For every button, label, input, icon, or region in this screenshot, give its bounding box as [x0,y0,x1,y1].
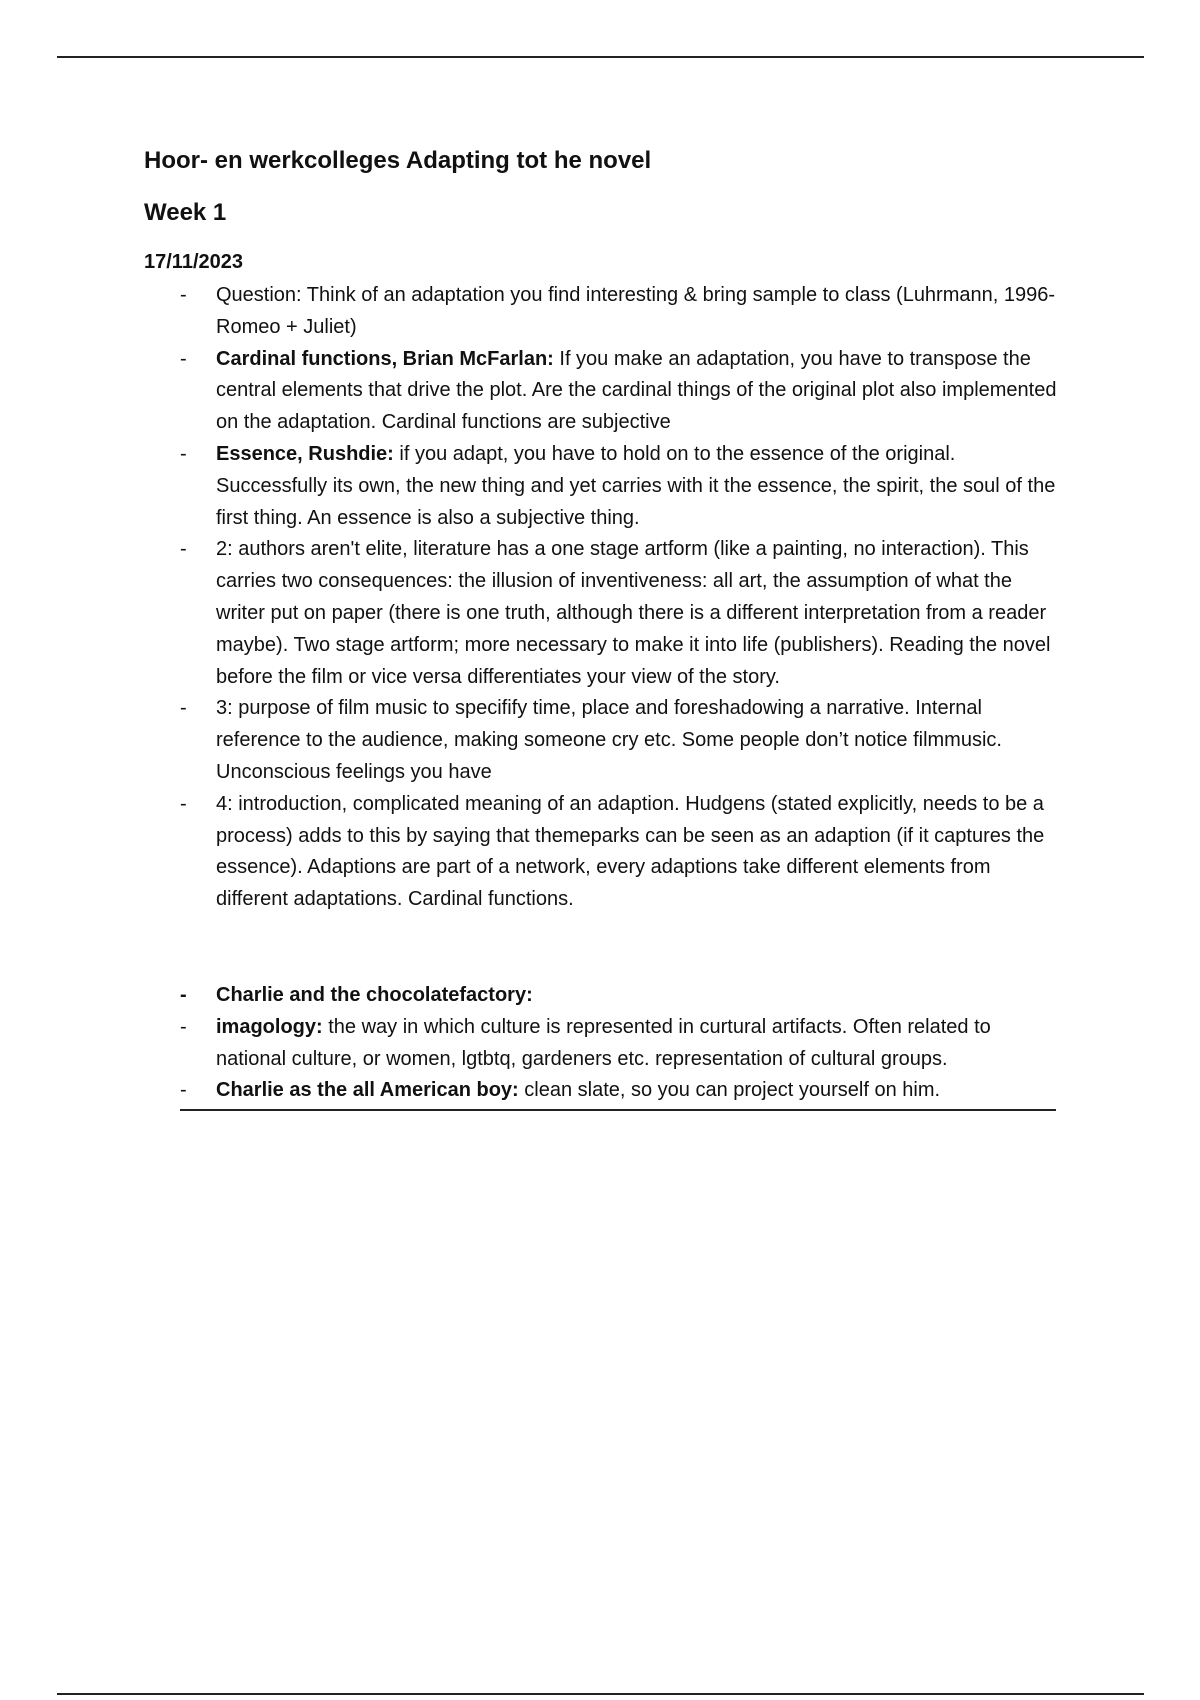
list-item-term: Essence, Rushdie: [216,442,394,465]
list-item-text: Question: Think of an adaptation you find interesting & bring sample to class (Luhrmann, 1996- Romeo + Juliet) [216,284,1056,338]
list-item-text: 3: purpose of film music to specifify time, place and foreshadowing a narrative. Internal reference to the audience, making someone cry etc. Some people don’t notice filmmusic. Unconscious feelings you have [216,697,1002,783]
list-item [144,789,1064,916]
week-heading: Week 1 [144,199,227,226]
section-underline [180,1109,1056,1111]
list-item-term: Cardinal functions, Brian McFarlan: [216,347,554,370]
list-dash: - [180,538,187,561]
list-item [144,280,1064,344]
list-item-text: the way in which culture is represented in curtural artifacts. Often related to national culture, or women, lgtbtq, gardeners etc. representation of cultural groups. [216,1015,991,1070]
list-item-text: if you adapt, you have to hold on to the essence of the original. Successfully its own, the new thing and yet carries with it the essence, the spirit, the soul of the first thing. An essence is also a subjective thing. [216,442,1056,529]
list-item-text: 4: introduction, complicated meaning of an adaption. Hudgens (stated explicitly, needs to be a process) adds to this by saying that themeparks can be seen as an adaption (if it captures the essence). Adaptions are part of a network, every adaptions take different elements from different adaptations. Cardinal functions. [216,792,1045,911]
document-body [144,140,1064,1111]
list-dash: - [180,983,187,1006]
list-item [144,980,1064,1012]
notes-list-3 [144,980,1064,1107]
list-dash: - [180,347,187,370]
list-item [144,344,1064,439]
list-dash: - [180,442,187,465]
list-item-term: imagology: [216,1015,323,1038]
list-item [144,534,1064,693]
lecture-date: 17/11/2023 [144,251,243,273]
list-item [144,1012,1064,1076]
list-dash: - [180,697,187,720]
page-top-rule [57,56,1144,58]
list-item-text: clean slate, so you can project yourself on him. [518,1079,941,1102]
document-title: Hoor- en werkcolleges Adapting tot he novel [144,147,652,174]
list-dash: - [180,284,187,306]
list-item-term: Charlie as the all American boy: [216,1079,519,1102]
list-dash: - [180,1079,187,1102]
list-item [144,1075,1064,1107]
list-dash: - [180,792,187,815]
list-item-text: 2: authors aren't elite, literature has a one stage artform (like a painting, no interaction). This carries two consequences: the illusion of inventiveness: all art, the assumption of what the writer put on paper (there is one truth, although there is a different interpretation from a reader maybe). Two stage artform; more necessary to make it into life (publishers). Reading the novel before the film or vice versa differentiates your view of the story. [216,538,1051,688]
page-bottom-rule [57,1693,1144,1695]
notes-list-1 [144,280,1064,534]
list-item-term: Charlie and the chocolatefactory: [216,983,533,1006]
notes-list-2 [144,534,1064,916]
list-dash: - [180,1015,187,1038]
charlie-notes-block [144,980,1064,1111]
list-item [144,693,1064,788]
list-item [144,439,1064,534]
list-item-text: If you make an adaptation, you have to transpose the central elements that drive the plot. Are the cardinal things of the original plot also implemented on the adaptation. Cardinal functions are subjective [216,347,1057,434]
